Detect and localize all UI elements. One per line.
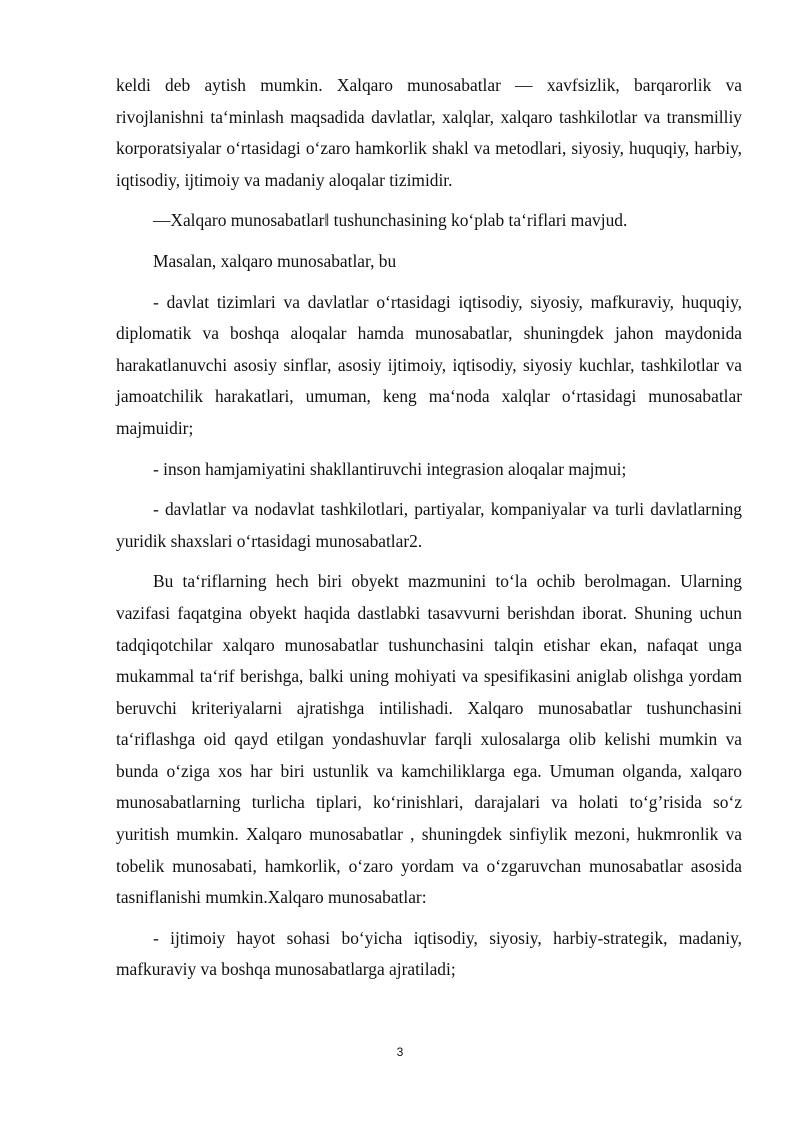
page-number: 3 (396, 1045, 404, 1059)
list-item-state-systems: - davlat tizimlari va davlatlar o‘rtasidagi iqtisodiy, siyosiy, mafkuraviy, huquqiy, diplomatik va boshqa aloqalar hamda munosabatlar, shuningdek jahon maydonida harakatlanuvchi asosiy sinflar, asosiy ijtimoiy, iqtisodiy, siyosiy kuchlar, tashkilotlar va jamoatchilik harakatlari, umuman, keng ma‘noda xalqlar o‘rtasidagi munosabatlar majmuidir; (116, 291, 742, 438)
list-item-nonstate: - davlatlar va nodavlat tashkilotlari, partiyalar, kompaniyalar va turli davlatlarning yuridik shaxslari o‘rtasidagi munosabatlar2. (116, 499, 742, 551)
paragraph-many-definitions: ―Xalqaro munosabatlar‖ tushunchasining ko‘plab ta‘riflari mavjud. (153, 210, 628, 231)
paragraph-definition: keldi deb aytish mumkin. Xalqaro munosabatlar — xavfsizlik, barqarorlik va rivojlanishni ta‘minlash maqsadida davlatlar, xalqlar, xalqaro tashkilotlar va transmilliy korporatsiyalar o‘rtasidagi o‘zaro hamkorlik shakl va metodlari, siyosiy, huquqiy, harbiy, iqtisodiy, ijtimoiy va madaniy aloqalar tizimidir. (116, 75, 742, 190)
list-item-social-spheres: - ijtimoiy hayot sohasi bo‘yicha iqtisodiy, siyosiy, harbiy-strategik, madaniy, mafkuraviy va boshqa munosabatlarga ajratiladi; (116, 927, 742, 980)
paragraph-example-intro: Masalan, xalqaro munosabatlar, bu (153, 250, 397, 271)
paragraph-analysis: Bu ta‘riflarning hech biri obyekt mazmunini to‘la ochib berolmagan. Ularning vazifasi faqatgina obyekt haqida dastlabki tasavvurni berishdan iborat. Shuning uchun tadqiqotchilar xalqaro munosabatlar tushunchasini talqin etishar ekan, nafaqat unga mukammal ta‘rif berishga, balki uning mohiyati va spesifikasini aniglab olishga yordam beruvchi kriteriyalarni ajratishga intilishadi. Xalqaro munosabatlar tushunchasini ta‘riflashga oid qayd etilgan yondashuvlar farqli xulosalarga olib kelishi mumkin va bunda o‘ziga xos har biri ustunlik va kamchiliklarga ega. Umuman olganda, xalqaro munosabatlarning turlicha tiplari, ko‘rinishlari, darajalari va holati to‘g’risida so‘z yuritish mumkin. Xalqaro munosabatlar , shuningdek sinfiylik mezoni, hukmronlik va tobelik munosabati, hamkorlik, o‘zaro yordam va o‘zgaruvchan munosabatlar asosida tasniflanishi mumkin.Xalqaro munosabatlar: (116, 571, 742, 908)
document-body (116, 70, 742, 986)
list-item-integration: - inson hamjamiyatini shakllantiruvchi integrasion aloqalar majmui; (153, 458, 627, 479)
